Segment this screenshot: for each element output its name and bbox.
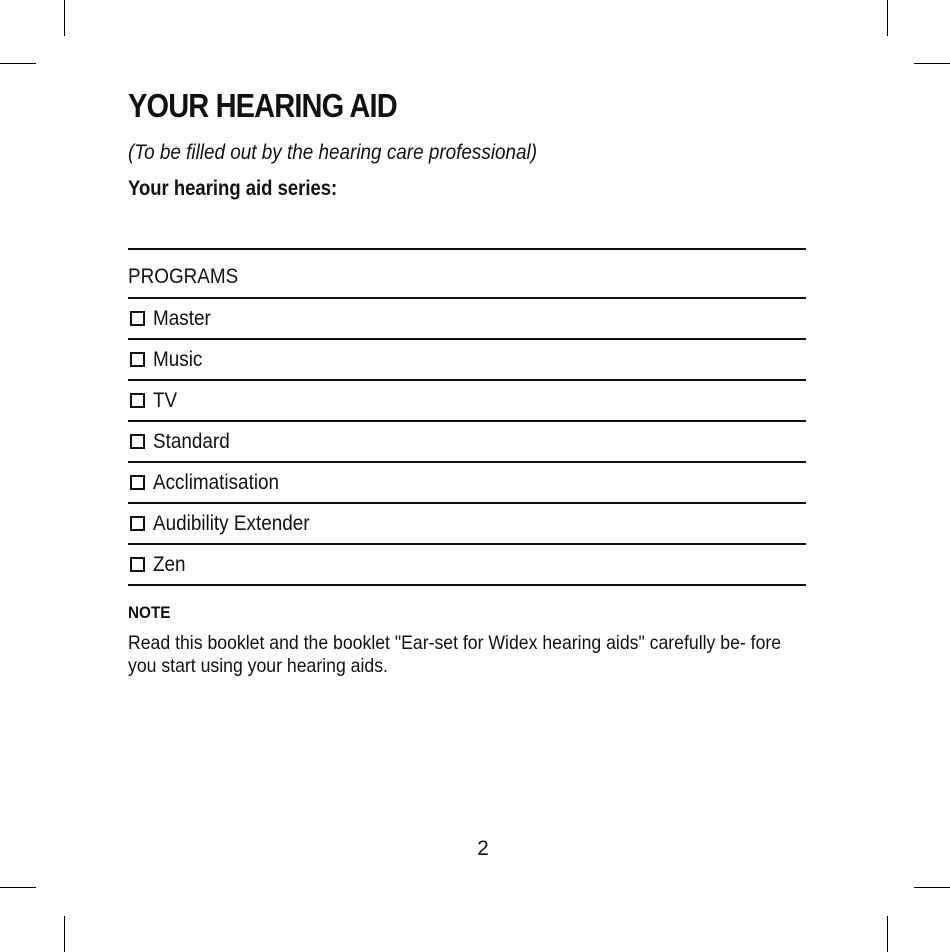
program-item-zen[interactable] bbox=[128, 545, 806, 586]
page-title: YOUR HEARING AID bbox=[128, 87, 397, 124]
series-label: Your hearing aid series: bbox=[128, 177, 338, 200]
checkbox-icon[interactable] bbox=[130, 516, 145, 531]
crop-mark-bottom-left-vertical bbox=[64, 916, 65, 952]
program-label: Audibility Extender bbox=[153, 511, 310, 535]
program-label: Master bbox=[153, 306, 211, 330]
checkbox-icon[interactable] bbox=[130, 434, 145, 449]
program-item-music[interactable] bbox=[128, 340, 806, 381]
programs-header-label: PROGRAMS bbox=[128, 265, 239, 288]
crop-mark-top-left-vertical bbox=[64, 0, 65, 36]
page-number: 2 bbox=[477, 837, 489, 860]
checkbox-icon[interactable] bbox=[130, 352, 145, 367]
crop-mark-top-right-vertical bbox=[887, 0, 888, 36]
program-label: Music bbox=[153, 347, 203, 371]
crop-mark-bottom-right-vertical bbox=[887, 916, 888, 952]
checkbox-icon[interactable] bbox=[130, 475, 145, 490]
program-label: Zen bbox=[153, 552, 186, 576]
program-item-master[interactable] bbox=[128, 299, 806, 340]
program-item-audibility-extender[interactable] bbox=[128, 504, 806, 545]
page-subtitle: (To be filled out by the hearing care professional) bbox=[128, 141, 538, 164]
program-item-acclimatisation[interactable] bbox=[128, 463, 806, 504]
note-heading: NOTE bbox=[128, 603, 171, 622]
program-label: Acclimatisation bbox=[153, 470, 280, 494]
crop-mark-top-right-horizontal bbox=[914, 63, 950, 64]
crop-mark-top-left-horizontal bbox=[0, 63, 36, 64]
program-list bbox=[128, 299, 806, 586]
program-label: Standard bbox=[153, 429, 230, 453]
programs-header bbox=[128, 250, 806, 299]
checkbox-icon[interactable] bbox=[130, 557, 145, 572]
crop-mark-bottom-right-horizontal bbox=[914, 887, 950, 888]
program-label: TV bbox=[153, 388, 178, 412]
checkbox-icon[interactable] bbox=[130, 311, 145, 326]
program-item-standard[interactable] bbox=[128, 422, 806, 463]
checkbox-icon[interactable] bbox=[130, 393, 145, 408]
note-text: Read this booklet and the booklet "Ear-set for Widex hearing aids" carefully be- fore you start using your hearing aids. bbox=[128, 632, 782, 677]
page-content bbox=[128, 84, 806, 678]
program-item-tv[interactable] bbox=[128, 381, 806, 422]
crop-mark-bottom-left-horizontal bbox=[0, 887, 36, 888]
